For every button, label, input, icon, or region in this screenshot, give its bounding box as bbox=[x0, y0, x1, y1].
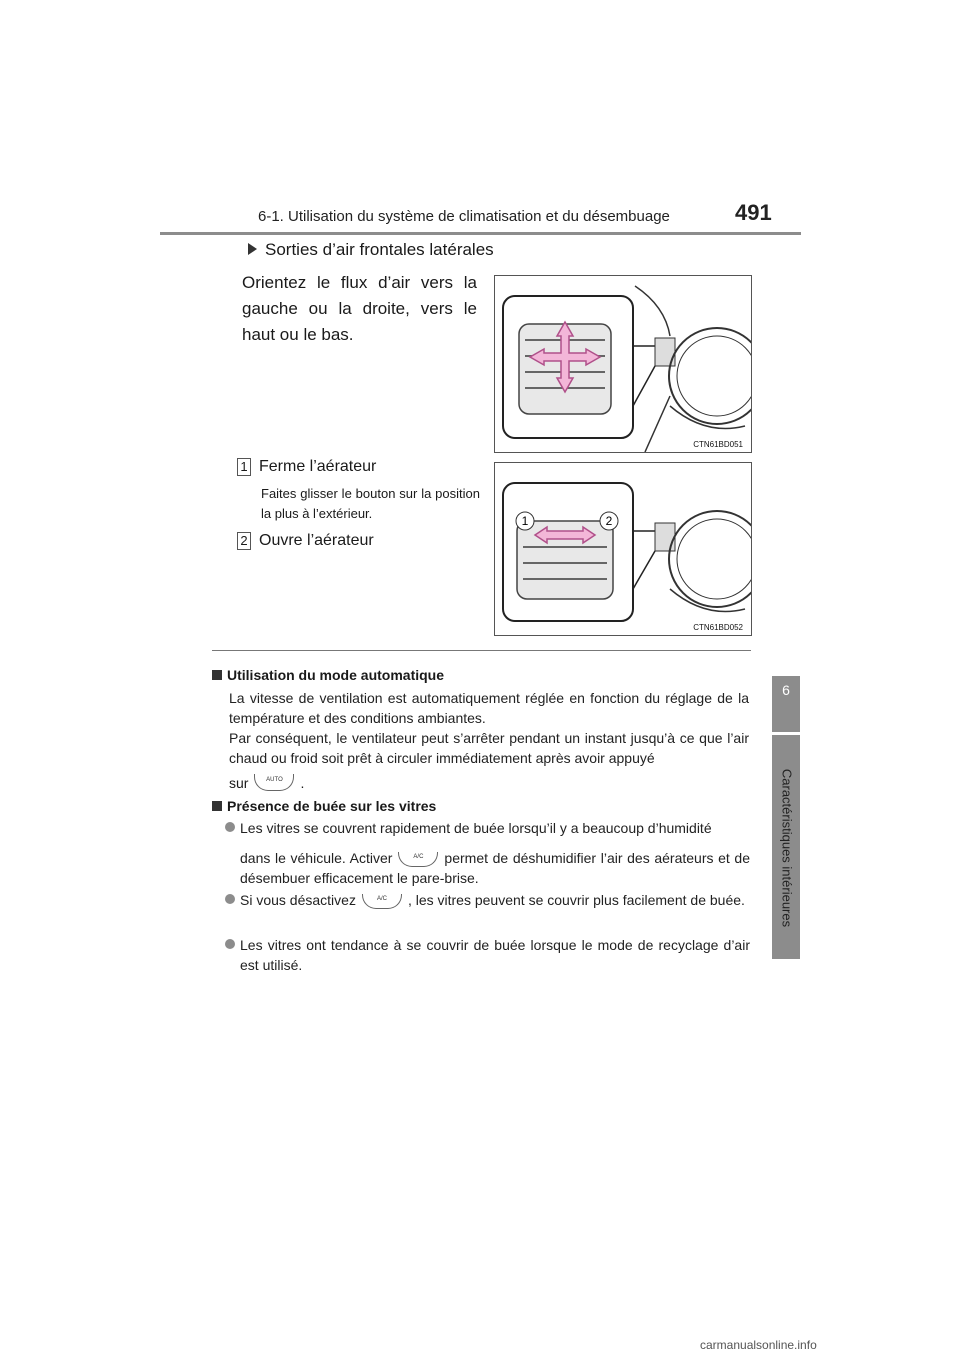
fog-bullet-1-text-a: dans le véhicule. Activer bbox=[240, 850, 393, 866]
auto-mode-title-text: Utilisation du mode automatique bbox=[227, 667, 445, 683]
vent-direction-illustration bbox=[495, 276, 751, 452]
square-bullet-icon bbox=[212, 801, 222, 811]
round-bullet-icon bbox=[225, 939, 235, 949]
item-open-vent bbox=[237, 532, 374, 550]
item-title: Ferme l’aérateur bbox=[259, 458, 377, 475]
chapter-number: 6 bbox=[782, 682, 790, 698]
auto-button-icon: AUTO bbox=[254, 774, 294, 791]
sur-text: sur bbox=[229, 774, 249, 791]
item-close-vent bbox=[237, 458, 376, 476]
chapter-label: Caractéristiques intérieures bbox=[779, 768, 795, 928]
fog-bullet-2-text-b: , les vitres peuvent se couvrir plus facilement de buée. bbox=[407, 892, 745, 908]
fog-bullet-2 bbox=[240, 890, 750, 910]
item-title: Ouvre l’aérateur bbox=[259, 532, 374, 549]
header-section-title: 6-1. Utilisation du système de climatisation et du désembuage bbox=[258, 208, 670, 225]
period-text: . bbox=[300, 774, 305, 791]
fog-title bbox=[212, 798, 436, 814]
auto-mode-sur-line bbox=[229, 774, 304, 791]
fog-bullet-1 bbox=[240, 818, 750, 838]
vent-slider-figure bbox=[494, 462, 752, 636]
fog-bullet-1-text-b: permet de déshumidifier l’air des aérateurs et de désembuer efficacement le pare-brise. bbox=[240, 850, 750, 886]
marker-1: 1 bbox=[521, 514, 529, 528]
fog-bullet-3 bbox=[240, 935, 750, 975]
auto-mode-paragraph-1: La vitesse de ventilation est automatiquement réglée en fonction du réglage de la température et des conditions ambiantes. bbox=[229, 690, 749, 726]
auto-mode-title bbox=[212, 667, 444, 683]
chapter-tab bbox=[772, 676, 800, 732]
auto-mode-paragraph-2: Par conséquent, le ventilateur peut s’arrêter pendant un instant jusqu’à ce que l’air chaud ou froid soit prêt à circuler immédiatement après avoir appuyé bbox=[229, 730, 749, 766]
marker-2: 2 bbox=[605, 514, 613, 528]
vents-instruction: Orientez le flux d’air vers la gauche ou la droite, vers le haut ou le bas. bbox=[242, 273, 477, 344]
item-description: Faites glisser le bouton sur la position la plus à l’extérieur. bbox=[261, 486, 480, 521]
fog-title-text: Présence de buée sur les vitres bbox=[227, 798, 437, 814]
fog-bullet-1-text: Les vitres se couvrent rapidement de buée lorsqu’il y a beaucoup d’humidité bbox=[240, 820, 712, 836]
fog-bullet-2-text-a: Si vous désactivez bbox=[240, 892, 356, 908]
figure-code: CTN61BD052 bbox=[693, 623, 743, 632]
ac-button-icon: A/C bbox=[398, 852, 438, 867]
round-bullet-icon bbox=[225, 894, 235, 904]
ac-button-icon: A/C bbox=[362, 894, 402, 909]
vents-subtitle bbox=[248, 240, 494, 260]
round-bullet-icon bbox=[225, 822, 235, 832]
vent-slider-illustration bbox=[495, 463, 751, 635]
item-number-badge: 2 bbox=[237, 532, 251, 550]
vents-subtitle-text: Sorties d’air frontales latérales bbox=[265, 240, 494, 259]
triangle-bullet-icon bbox=[248, 243, 257, 255]
page-number: 491 bbox=[735, 200, 772, 225]
square-bullet-icon bbox=[212, 670, 222, 680]
fog-bullet-1-continued bbox=[240, 848, 750, 888]
vent-direction-figure bbox=[494, 275, 752, 453]
section-divider bbox=[212, 650, 751, 651]
fog-bullet-3-text: Les vitres ont tendance à se couvrir de buée lorsque le mode de recyclage d’air est utilisé. bbox=[240, 937, 750, 973]
figure-code: CTN61BD051 bbox=[693, 440, 743, 449]
watermark: carmanualsonline.info bbox=[700, 1338, 817, 1352]
item-number-badge: 1 bbox=[237, 458, 251, 476]
header-divider bbox=[160, 232, 801, 235]
